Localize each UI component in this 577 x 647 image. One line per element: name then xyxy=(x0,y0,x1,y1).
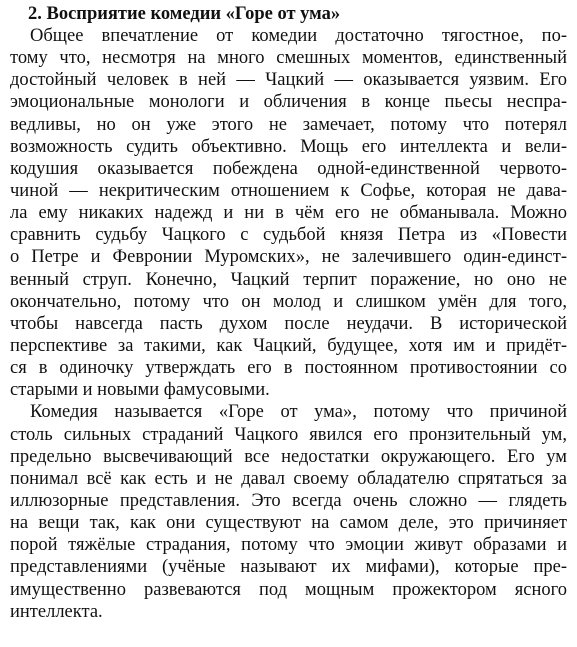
text-line: кодушия оказывается побеждена одной-единственной червото- xyxy=(10,158,567,179)
text-line: чтобы навсегда пасть духом после неудачи. В исторической xyxy=(10,313,567,334)
document-body xyxy=(10,25,567,623)
text-line: перспективе за такими, как Чацкий, будущее, хотя им и придёт- xyxy=(10,335,567,356)
text-line: ведливы, но он уже этого не замечает, потому что потерял xyxy=(10,114,567,135)
text-line: порой тяжёлые страдания, потому что эмоции живут образами и xyxy=(10,535,567,556)
text-line: эмоциональные монологи и обличения в конце пьесы неспра- xyxy=(10,92,567,113)
text-line: столь сильных страданий Чацкого явился его пронзительный ум, xyxy=(10,424,567,445)
text-line: ся в одиночку утверждать его в постоянном противостоянии со xyxy=(10,358,567,379)
text-line: чиной — некритическим отношением к Софье, которая не дава- xyxy=(10,180,567,201)
text-line: достойный человек в ней — Чацкий — оказывается уязвим. Его xyxy=(10,70,567,91)
text-line: возможность судить объективно. Мощь его интеллекта и вели- xyxy=(10,136,567,157)
text-line: сравнить судьбу Чацкого с судьбой князя Петра из «Повести xyxy=(10,225,567,246)
text-line: венный струп. Конечно, Чацкий терпит поражение, но оно не xyxy=(10,269,567,290)
text-line: о Петре и Февронии Муромских», не залечившего один-единст- xyxy=(10,247,567,268)
document-page xyxy=(10,3,567,623)
text-line: ла ему никаких надежд и ни в чём его не обманывала. Можно xyxy=(10,203,567,224)
paragraph xyxy=(10,401,567,622)
text-line: Комедия называется «Горе от ума», потому что причиной xyxy=(30,402,567,423)
text-line: на вещи так, как они существуют на самом деле, это причиняет xyxy=(10,513,567,534)
text-line: Общее впечатление от комедии достаточно тягостное, по- xyxy=(30,26,567,46)
text-line: понимал всё как есть и не давал своему обладателю спрятаться за xyxy=(10,468,567,489)
text-line: тому что, несмотря на много смешных моментов, единственный xyxy=(10,48,567,69)
text-line: иллюзорные представления. Это всегда очень сложно — глядеть xyxy=(10,490,567,511)
text-line: старыми и новыми фамусовыми. xyxy=(10,380,270,401)
text-line: имущественно развеваются под мощным прожектором ясного xyxy=(10,579,567,600)
paragraph xyxy=(10,25,567,401)
text-line: предельно высвечивающий все недостатки окружающего. Его ум xyxy=(10,446,567,467)
text-line: представлениями (учёные называют их мифами), которые пре- xyxy=(10,557,567,578)
text-line: интеллекта. xyxy=(10,601,103,622)
text-line: окончательно, потому что он молод и слишком умён для того, xyxy=(10,291,567,312)
section-heading: 2. Восприятие комедии «Горе от ума» xyxy=(28,4,341,24)
